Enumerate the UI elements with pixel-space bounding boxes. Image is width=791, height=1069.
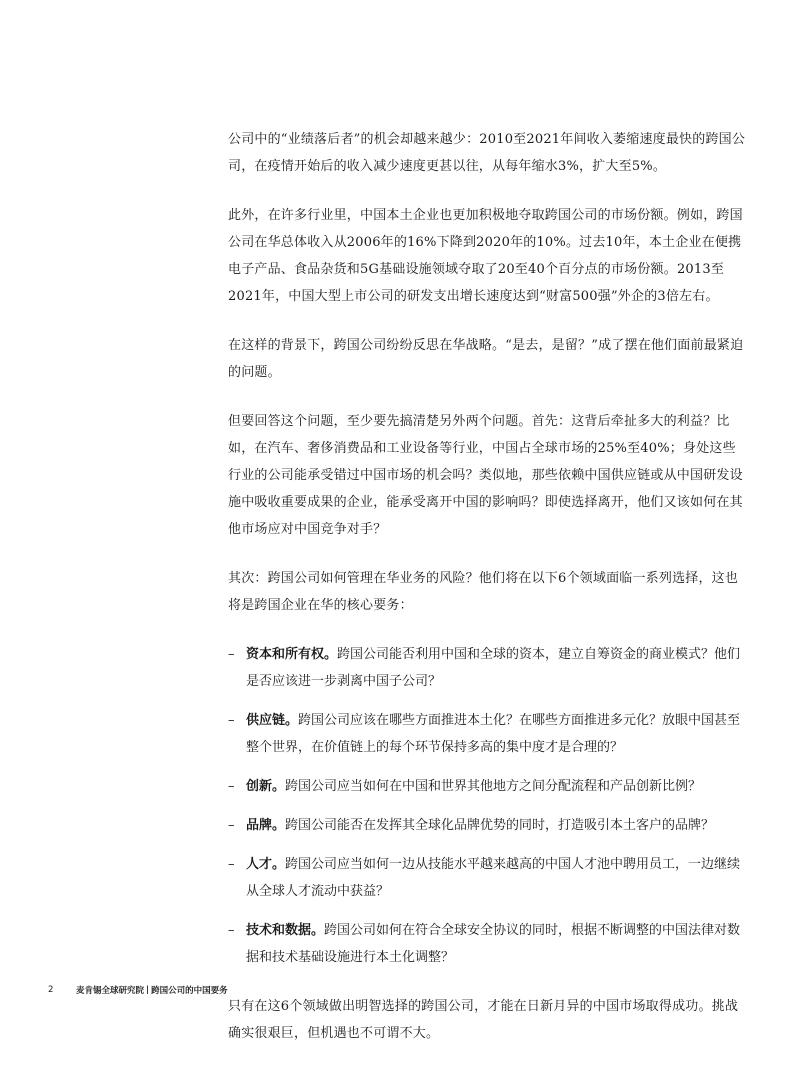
item-term: 供应链。 xyxy=(246,713,299,728)
dash-marker: – xyxy=(228,647,235,662)
dash-marker: – xyxy=(228,818,235,833)
closing-paragraph: 只有在这6个领域做出明智选择的跨国公司，才能在日新月异的中国市场取得成功。挑战确实很艰巨，但机遇也不可谓不大。 xyxy=(228,999,739,1041)
dash-marker: – xyxy=(228,923,235,938)
footer-separator: | xyxy=(146,985,150,995)
list-item-brand xyxy=(228,812,748,839)
list-item-talent xyxy=(228,851,748,905)
paragraph: 此外，在许多行业里，中国本土企业也更加积极地夺取跨国公司的市场份额。例如，跨国公司在华总体收入从2006年的16%下降到2020年的10%。过去10年，本土企业在便携电子产品、食品杂货和5G基础设施领域夺取了20至40个百分点的市场份额。2013至2021年，中国大型上市公司的研发支出增长速度达到“财富500强”外企的3倍左右。 xyxy=(228,208,743,304)
paragraph: 在这样的背景下，跨国公司纷纷反思在华战略。“是去，是留？”成了摆在他们面前最紧迫的问题。 xyxy=(228,338,744,380)
paragraph: 但要回答这个问题，至少要先搞清楚另外两个问题。首先：这背后牵扯多大的利益？比如，在汽车、奢侈消费品和工业设备等行业，中国占全球市场的25%至40%；身处这些行业的公司能承受错过中国市场的机会吗？类似地，那些依赖中国供应链或从中国研发设施中吸收重要成果的企业，能承受离开中国的影响吗？即使选择离开，他们又该如何在其他市场应对中国竞争对手？ xyxy=(228,414,743,537)
footer-source: 麦肯锡全球研究院 xyxy=(76,986,145,996)
item-term: 人才。 xyxy=(246,857,286,872)
item-term: 品牌。 xyxy=(246,818,286,833)
item-term: 资本和所有权。 xyxy=(246,647,338,662)
paragraph: 其次：跨国公司如何管理在华业务的风险？他们将在以下6个领域面临一系列选择，这也将是跨国企业在华的核心要务： xyxy=(228,571,739,613)
item-term: 创新。 xyxy=(246,779,286,794)
dash-marker: – xyxy=(228,713,235,728)
article-body xyxy=(228,126,748,1069)
dash-marker: – xyxy=(228,779,235,794)
item-text: 跨国公司应当如何在中国和世界其他地方之间分配流程和产品创新比例？ xyxy=(285,779,702,794)
paragraph: 公司中的“业绩落后者”的机会却越来越少：2010至2021年间收入萎缩速度最快的跨国公司，在疫情开始后的收入减少速度更甚以往，从每年缩水3%，扩大至5%。 xyxy=(228,132,746,174)
list-item-tech-data xyxy=(228,917,748,971)
footer-title: 跨国公司的中国要务 xyxy=(151,986,228,996)
list-item-supply-chain xyxy=(228,707,748,761)
item-text: 跨国公司应当如何一边从技能水平越来越高的中国人才池中聘用员工，一边继续从全球人才流动中获益？ xyxy=(246,857,741,899)
list-item-innovation xyxy=(228,773,748,800)
item-text: 跨国公司应该在哪些方面推进本土化？在哪些方面推进多元化？放眼中国甚至整个世界，在价值链上的每个环节保持多高的集中度才是合理的？ xyxy=(246,713,741,755)
page-footer xyxy=(48,984,228,996)
list-item-capital xyxy=(228,641,748,695)
page-number: 2 xyxy=(48,985,54,995)
item-term: 技术和数据。 xyxy=(246,923,325,938)
item-text: 跨国公司如何在符合全球安全协议的同时，根据不断调整的中国法律对数据和技术基础设施进行本土化调整？ xyxy=(246,923,741,965)
dash-marker: – xyxy=(228,857,235,872)
item-text: 跨国公司能否在发挥其全球化品牌优势的同时，打造吸引本土客户的品牌？ xyxy=(285,818,715,833)
item-text: 跨国公司能否利用中国和全球的资本，建立自筹资金的商业模式？他们是否应该进一步剥离中国子公司？ xyxy=(246,647,741,689)
priority-list xyxy=(228,641,748,971)
